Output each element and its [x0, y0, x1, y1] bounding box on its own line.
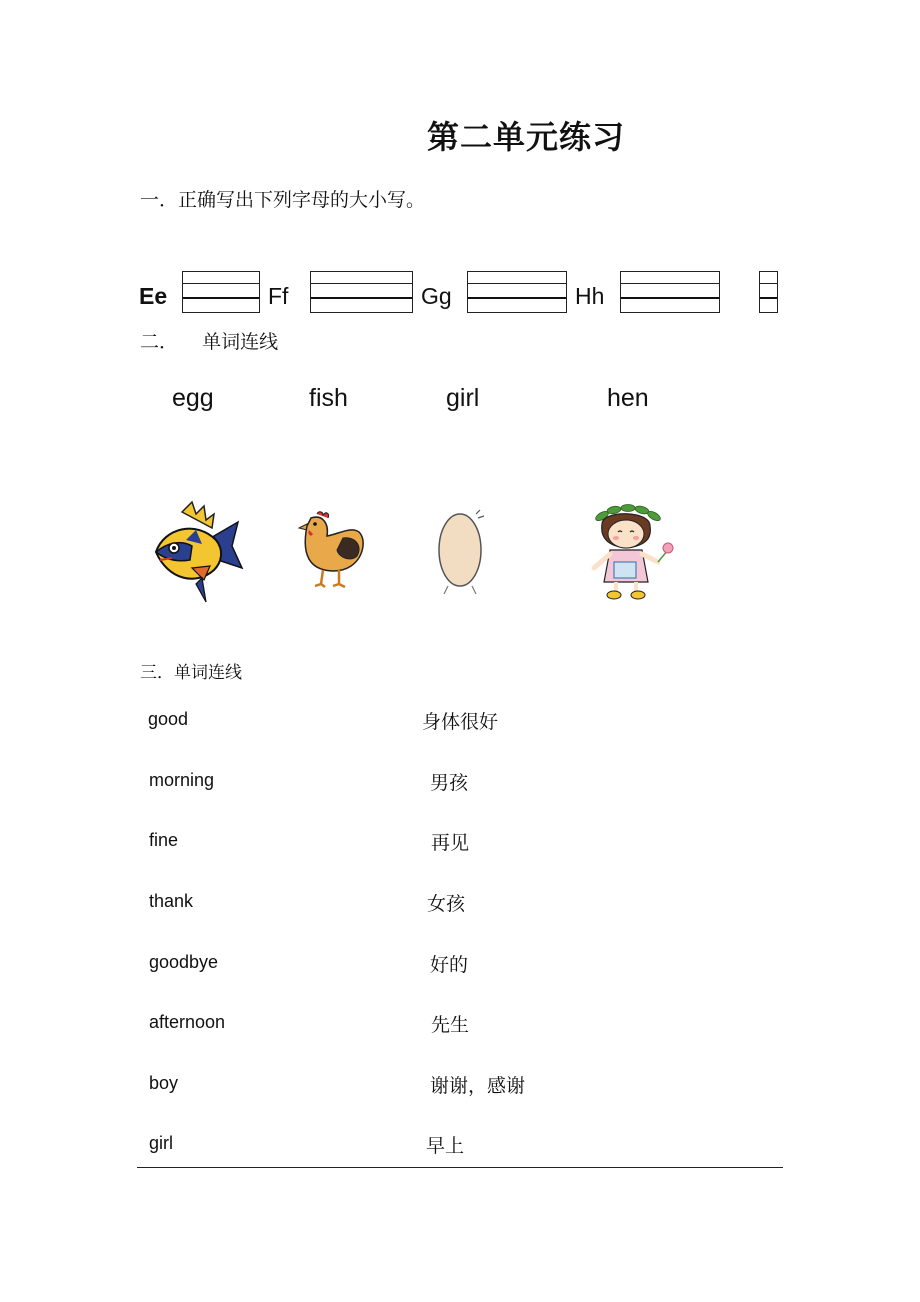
writing-box-4[interactable]	[620, 271, 720, 313]
english-word-girl: girl	[149, 1133, 174, 1153]
word-hen: hen	[607, 384, 649, 412]
letter-pair-ee: Ee	[139, 283, 168, 309]
chinese-word-5: 好的	[430, 954, 469, 976]
section2-heading: 二． 单词连线	[140, 331, 279, 353]
english-word-fine: fine	[149, 830, 179, 850]
chinese-word-7: 谢谢，感谢	[430, 1075, 526, 1097]
writing-box-1[interactable]	[182, 271, 260, 313]
chinese-word-3: 再见	[431, 832, 470, 854]
english-word-morning: morning	[149, 770, 215, 790]
word-girl: girl	[446, 384, 480, 412]
writing-box-3[interactable]	[467, 271, 567, 313]
letter-pair-ff: Ff	[268, 283, 289, 309]
english-word-thank: thank	[149, 891, 194, 911]
writing-box-5[interactable]	[759, 271, 778, 313]
writing-box-2[interactable]	[310, 271, 413, 313]
english-word-goodbye: goodbye	[149, 952, 219, 972]
chinese-word-8: 早上	[426, 1135, 465, 1157]
english-word-boy: boy	[149, 1073, 179, 1093]
fish-picture	[152, 500, 244, 606]
section3-heading: 三．单词连线	[140, 663, 242, 683]
letter-pair-gg: Gg	[421, 283, 452, 309]
section1-heading: 一．正确写出下列字母的大小写。	[140, 189, 426, 211]
letter-pair-hh: Hh	[575, 283, 605, 309]
chinese-word-4: 女孩	[427, 893, 466, 915]
egg-picture	[432, 504, 492, 600]
word-fish: fish	[309, 384, 348, 412]
chinese-word-2: 男孩	[430, 772, 469, 794]
page-title: 第二单元练习	[427, 118, 626, 156]
chinese-word-1: 身体很好	[422, 711, 499, 733]
bottom-divider	[137, 1167, 783, 1168]
word-egg: egg	[172, 384, 214, 412]
english-word-afternoon: afternoon	[149, 1012, 226, 1032]
chinese-word-6: 先生	[431, 1014, 470, 1036]
hen-picture	[293, 510, 369, 590]
girl-picture	[584, 502, 680, 602]
english-word-good: good	[148, 709, 189, 729]
